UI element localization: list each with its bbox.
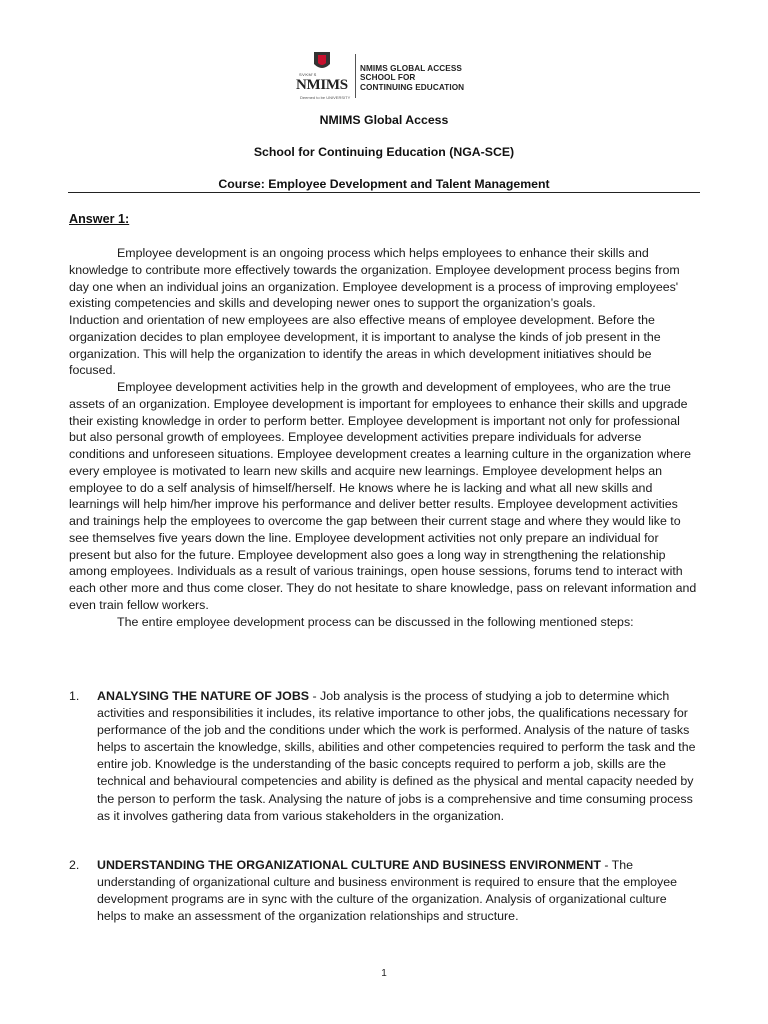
- logo-small-text: SVKM'S: [299, 72, 317, 77]
- answer-body: [69, 245, 699, 630]
- list-item-heading: UNDERSTANDING THE ORGANIZATIONAL CULTURE AND BUSINESS ENVIRONMENT: [97, 858, 601, 872]
- nmims-logo: [296, 50, 496, 102]
- paragraph-1: Employee development is an ongoing process which helps employees to enhance their skills and knowledge to contribute more effectively towards the organization. Employee development process begins from day one when an individual joins an organization. Employee development is a process of improving employees' existing competencies and skills and developing newer ones to support the organization’s goals.: [69, 246, 680, 311]
- logo-name: NMIMS: [296, 77, 348, 93]
- logo-divider: [355, 54, 356, 98]
- list-item-text: - Job analysis is the process of studying a job to determine which activities and responsibilities it includes, its relative importance to other jobs, the qualifications necessary for performance of the job and the conditions under which the work is performed. Analysis of the nature of tasks helps to ascertain the knowledge, skills, abilities and other competencies required to perform the task and the entire job. Knowledge is the understanding of the basic concepts required to perform a job, skills are the technical and behavioural competencies and ability is defined as the physical and mental capacity needed by the person to perform the task. Analysing the nature of jobs is a comprehensive and time consuming process as it involves gathering data from various stakeholders in the organization.: [97, 689, 696, 823]
- steps-list-1: [69, 688, 699, 825]
- paragraph-2: Induction and orientation of new employees are also effective means of employee development. Before the organization decides to plan employee development, it is important to analyse the kinds of job present in the organization. This will help the organization to identify the areas in which development initiatives should be focused.: [69, 313, 661, 378]
- steps-list-2: [69, 857, 699, 925]
- logo-tagline: Deemed to be UNIVERSITY: [300, 95, 351, 100]
- answer-label: Answer 1:: [69, 212, 130, 226]
- logo-right-text: [360, 64, 464, 92]
- list-item: [69, 688, 699, 825]
- list-item-number: 2.: [69, 858, 80, 872]
- list-item-text: - The understanding of organizational culture and business environment is required to ensure that the employee development programs are in sync with the culture of the organization. Analysis of organizational culture helps to make an assessment of the organization relationships and structure.: [97, 858, 677, 924]
- list-item-heading: ANALYSING THE NATURE OF JOBS: [97, 689, 310, 703]
- logo-line-2: SCHOOL FOR: [360, 73, 416, 83]
- paragraph-4: The entire employee development process can be discussed in the following mentioned steps:: [117, 614, 634, 629]
- list-item: [69, 857, 699, 925]
- page-number: 1: [381, 968, 387, 979]
- school-name: School for Continuing Education (NGA-SCE): [253, 145, 515, 159]
- logo-line-3: CONTINUING EDUCATION: [360, 82, 465, 92]
- course-title: Course: Employee Development and Talent Management: [218, 177, 550, 191]
- header-divider: [68, 192, 700, 193]
- logo-line-1: NMIMS GLOBAL ACCESS: [360, 64, 462, 73]
- page-title: NMIMS Global Access: [319, 113, 449, 127]
- paragraph-3: Employee development activities help in the growth and development of employees, who are the true assets of an organization. Employee development is important for employees to enhance their skills and upgrade their existing knowledge in order to perform better. Employee development is important not only for professional but also personal growth of employees. Employee development activities prepare individuals for adverse conditions and unforeseen situations. Employee development creates a learning culture in the organization where every employee is motivated to learn new skills and acquire new learnings. Employee development helps an employee to do a self analysis of himself/herself. He knows where he is lacking and what all new skills and learnings will help him/her improve his performance and deliver better results. Employee development activities and trainings help the employees to overcome the gap between their current stage and where they would like to see themselves five years down the line. Employee development activities not only prepare an individual for present but also for the future. Employee development also goes a long way in strengthening the relationship among employees. Individuals as a result of various trainings, open house sessions, forums tend to interact with each other more and thus come closer. They do not hesitate to share knowledge, pass on relevant information and even train fellow workers.: [69, 380, 697, 612]
- list-item-number: 1.: [69, 689, 80, 703]
